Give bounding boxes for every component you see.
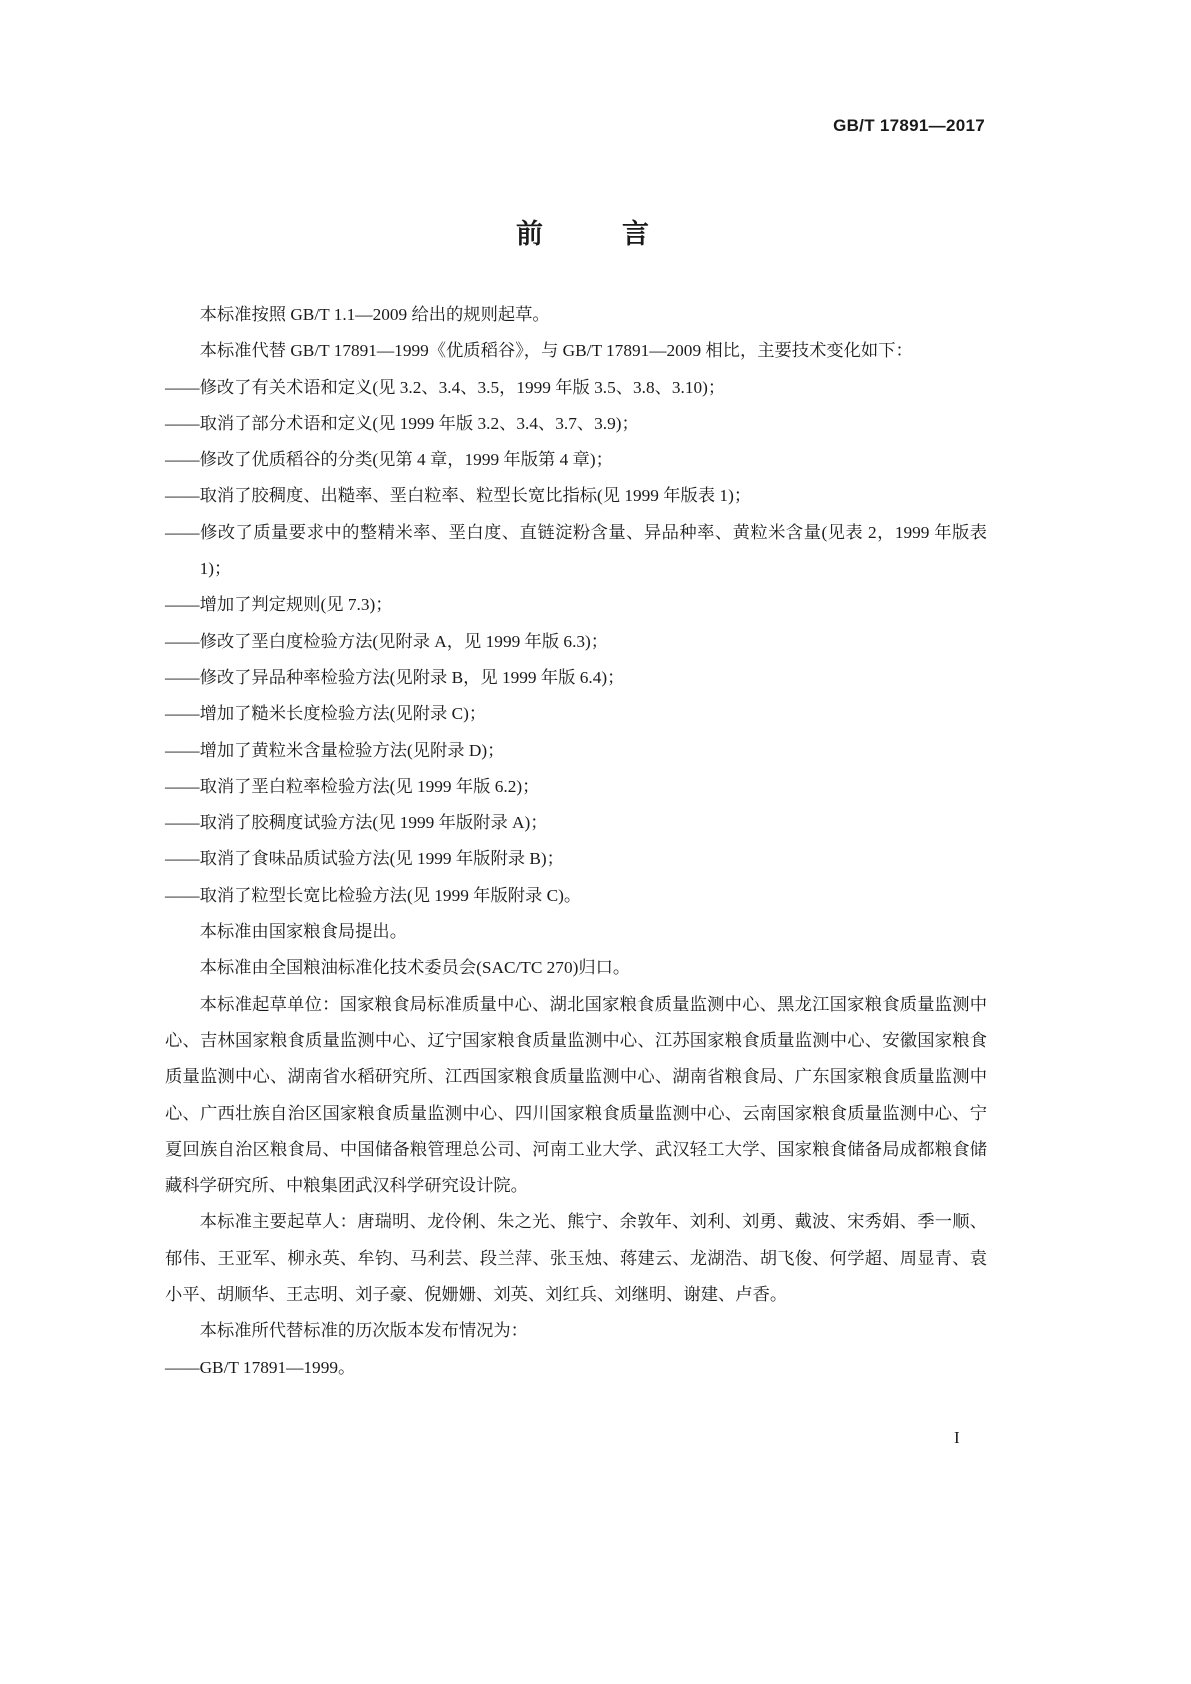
change-item: ——修改了垩白度检验方法(见附录 A，见 1999 年版 6.3)； [165, 631, 609, 651]
change-item: ——取消了粒型长宽比检验方法(见 1999 年版附录 C)。 [165, 885, 582, 905]
drafters-paragraph: 本标准主要起草人：唐瑞明、龙伶俐、朱之光、熊宁、余敦年、刘利、刘勇、戴波、宋秀娟、季一顺、郁伟、王亚军、柳永英、牟钧、马利芸、段兰萍、张玉烛、蒋建云、龙湖浩、胡飞俊、何学超、周显青、袁小平、胡顺华、王志明、刘子豪、倪姗姗、刘英、刘红兵、刘继明、谢建、卢香。 [165, 1212, 987, 1305]
committee-paragraph: 本标准由全国粮油标准化技术委员会(SAC/TC 270)归口。 [199, 958, 631, 978]
change-item: ——取消了垩白粒率检验方法(见 1999 年版 6.2)； [165, 776, 540, 796]
change-item: ——取消了胶稠度试验方法(见 1999 年版附录 A)； [165, 813, 548, 833]
history-intro: 本标准所代替标准的历次版本发布情况为： [199, 1321, 528, 1341]
change-item: ——增加了黄粒米含量检验方法(见附录 D)； [165, 740, 505, 760]
page-number: I [954, 1428, 960, 1447]
intro-paragraph: 本标准按照 GB/T 1.1—2009 给出的规则起草。 [199, 305, 550, 324]
change-item: ——修改了有关术语和定义(见 3.2、3.4、3.5，1999 年版 3.5、3.8、3.10)； [165, 377, 726, 397]
changes-list [165, 370, 987, 914]
proposer-paragraph: 本标准由国家粮食局提出。 [199, 922, 407, 942]
change-item: ——取消了部分术语和定义(见 1999 年版 3.2、3.4、3.7、3.9)； [165, 413, 639, 433]
drafting-units-paragraph: 本标准起草单位：国家粮食局标准质量中心、湖北国家粮食质量监测中心、黑龙江国家粮食质量监测中心、吉林国家粮食质量监测中心、辽宁国家粮食质量监测中心、江苏国家粮食质量监测中心、安徽国家粮食质量监测中心、湖南省水稻研究所、江西国家粮食质量监测中心、湖南省粮食局、广东国家粮食质量监测中心、广西壮族自治区国家粮食质量监测中心、四川国家粮食质量监测中心、云南国家粮食质量监测中心、宁夏回族自治区粮食局、中国储备粮管理总公司、河南工业大学、武汉轻工大学、国家粮食储备局成都粮食储藏科学研究所、中粮集团武汉科学研究设计院。 [165, 994, 987, 1196]
change-item: ——修改了质量要求中的整精米率、垩白度、直链淀粉含量、异品种率、黄粒米含量(见表 2，1999 年版表 1)； [165, 522, 987, 579]
change-item: ——增加了糙米长度检验方法(见附录 C)； [165, 704, 487, 724]
intro-paragraph: 本标准代替 GB/T 17891—1999《优质稻谷》，与 GB/T 17891—2009 相比，主要技术变化如下： [199, 341, 913, 361]
change-item: ——修改了异品种率检验方法(见附录 B，见 1999 年版 6.4)； [165, 667, 625, 687]
change-item: ——取消了胶稠度、出糙率、垩白粒率、粒型长宽比指标(见 1999 年版表 1)； [165, 486, 752, 506]
change-item: ——修改了优质稻谷的分类(见第 4 章，1999 年版第 4 章)； [165, 450, 613, 470]
change-item: ——增加了判定规则(见 7.3)； [165, 595, 393, 615]
page-title: 前 言 [516, 219, 675, 250]
change-item: ——取消了食味品质试验方法(见 1999 年版附录 B)； [165, 849, 564, 869]
history-item: ——GB/T 17891—1999。 [165, 1357, 356, 1377]
foreword-body [165, 297, 987, 1386]
standard-code: GB/T 17891—2017 [833, 116, 985, 135]
